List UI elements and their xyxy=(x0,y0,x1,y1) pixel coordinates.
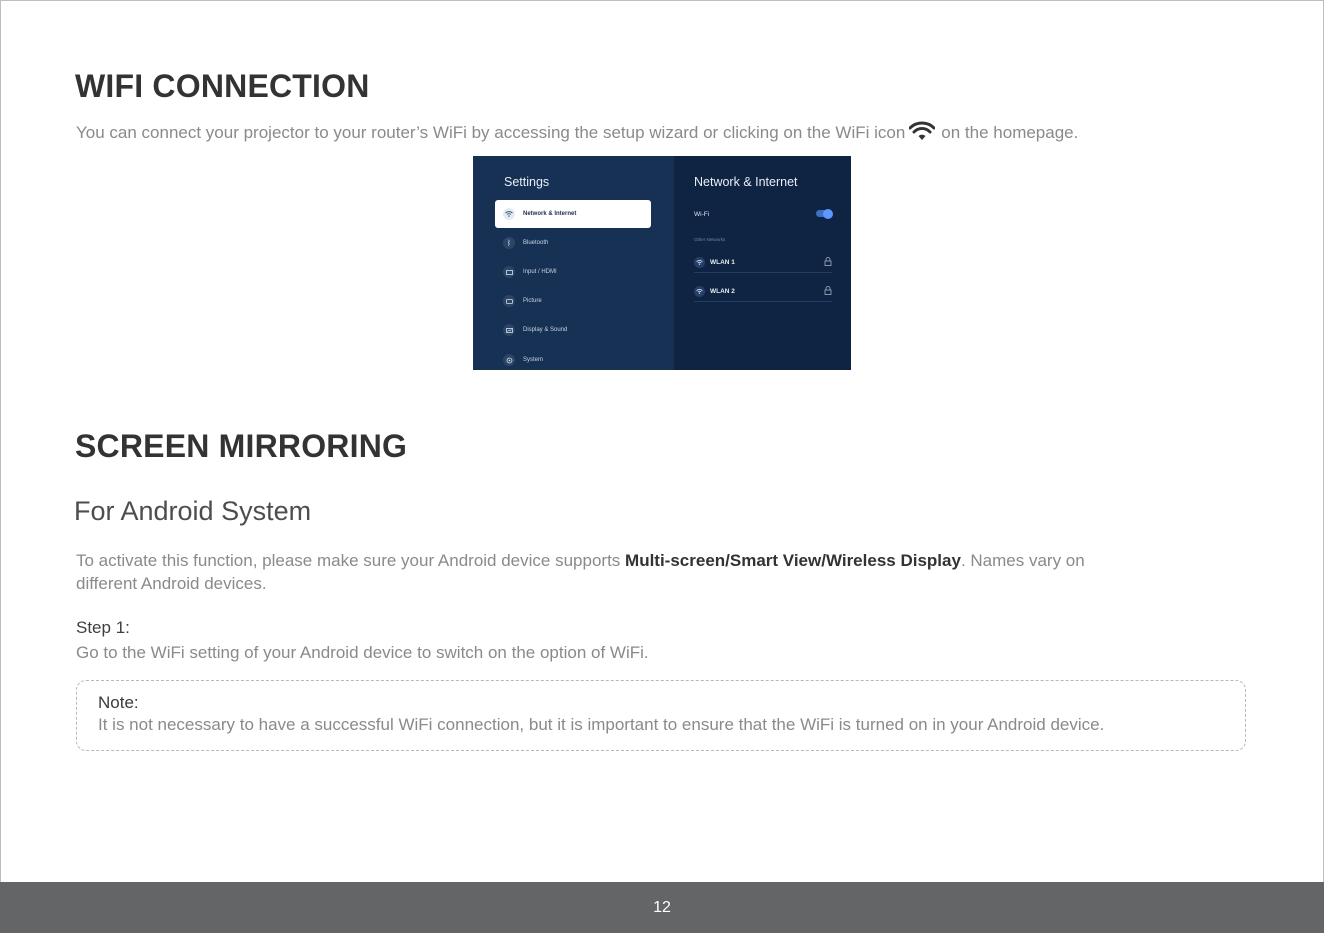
wifi-intro-text: You can connect your projector to your router’s WiFi by accessing the setup wizard or clicking on the WiFi icon xyxy=(76,123,906,142)
menu-item-label: Network & Internet xyxy=(523,211,577,217)
wifi-toggle-row[interactable] xyxy=(694,207,832,221)
wifi-icon xyxy=(694,257,705,268)
android-subheading: For Android System xyxy=(74,496,312,526)
display-icon xyxy=(503,324,515,336)
wifi-connection-heading: WIFI CONNECTION xyxy=(75,68,370,104)
page-number: 12 xyxy=(653,898,671,916)
menu-item-label: Input / HDMI xyxy=(523,269,557,275)
row-divider xyxy=(694,272,832,273)
menu-item-bluetooth[interactable] xyxy=(495,229,651,257)
screen-mirroring-heading: SCREEN MIRRORING xyxy=(75,428,408,464)
menu-item-picture[interactable] xyxy=(495,287,651,315)
menu-item-system[interactable] xyxy=(495,346,651,370)
picture-icon xyxy=(503,295,515,307)
wifi-label: Wi-Fi xyxy=(694,210,710,218)
menu-item-label: Display & Sound xyxy=(523,327,568,333)
wifi-icon xyxy=(909,121,935,141)
network-title: Network & Internet xyxy=(694,175,798,189)
step1-text: Go to the WiFi setting of your Android device to switch on the option of WiFi. xyxy=(76,643,649,662)
toggle-knob xyxy=(823,209,833,219)
settings-title: Settings xyxy=(504,175,550,189)
menu-item-network[interactable] xyxy=(495,200,651,228)
menu-item-label: Bluetooth xyxy=(523,240,549,246)
lock-icon xyxy=(824,286,832,295)
mirroring-paragraph-text: To activate this function, please make sure your Android device supports xyxy=(76,551,626,570)
network-item-wlan1[interactable] xyxy=(694,255,832,269)
lock-icon xyxy=(824,257,832,266)
network-name: WLAN 2 xyxy=(710,287,735,295)
other-networks-label: Other Networks xyxy=(694,237,726,242)
wifi-intro-text-end: on the homepage. xyxy=(941,123,1079,142)
row-divider xyxy=(694,301,832,302)
network-name: WLAN 1 xyxy=(710,258,735,266)
system-icon xyxy=(503,354,515,366)
wifi-intro-paragraph xyxy=(76,121,1078,144)
bluetooth-icon: ᛒ xyxy=(503,237,515,249)
page-footer xyxy=(0,882,1324,933)
mirroring-paragraph-line2: different Android devices. xyxy=(76,574,267,593)
wifi-toggle[interactable] xyxy=(816,210,832,217)
mirroring-paragraph-text-end: . Names vary on xyxy=(960,551,1085,570)
menu-item-label: Picture xyxy=(523,298,542,304)
input-icon xyxy=(503,266,515,278)
network-item-wlan2[interactable] xyxy=(694,284,832,298)
note-title: Note: xyxy=(98,693,139,712)
note-box xyxy=(76,680,1246,751)
settings-menu-panel xyxy=(473,156,674,370)
mirroring-paragraph xyxy=(76,549,1085,572)
menu-item-display-sound[interactable] xyxy=(495,316,651,344)
menu-item-input[interactable] xyxy=(495,258,651,286)
wifi-icon xyxy=(694,286,705,297)
menu-item-label: System xyxy=(523,357,544,363)
settings-screenshot xyxy=(473,156,851,370)
mirroring-feature-names: Multi-screen/Smart View/Wireless Display xyxy=(625,551,961,570)
step1-title: Step 1: xyxy=(76,618,130,637)
wifi-icon xyxy=(503,208,515,220)
network-panel xyxy=(674,156,851,370)
note-text: It is not necessary to have a successful WiFi connection, but it is important to ensure that the WiFi is turned on in your Android device. xyxy=(98,715,1105,734)
